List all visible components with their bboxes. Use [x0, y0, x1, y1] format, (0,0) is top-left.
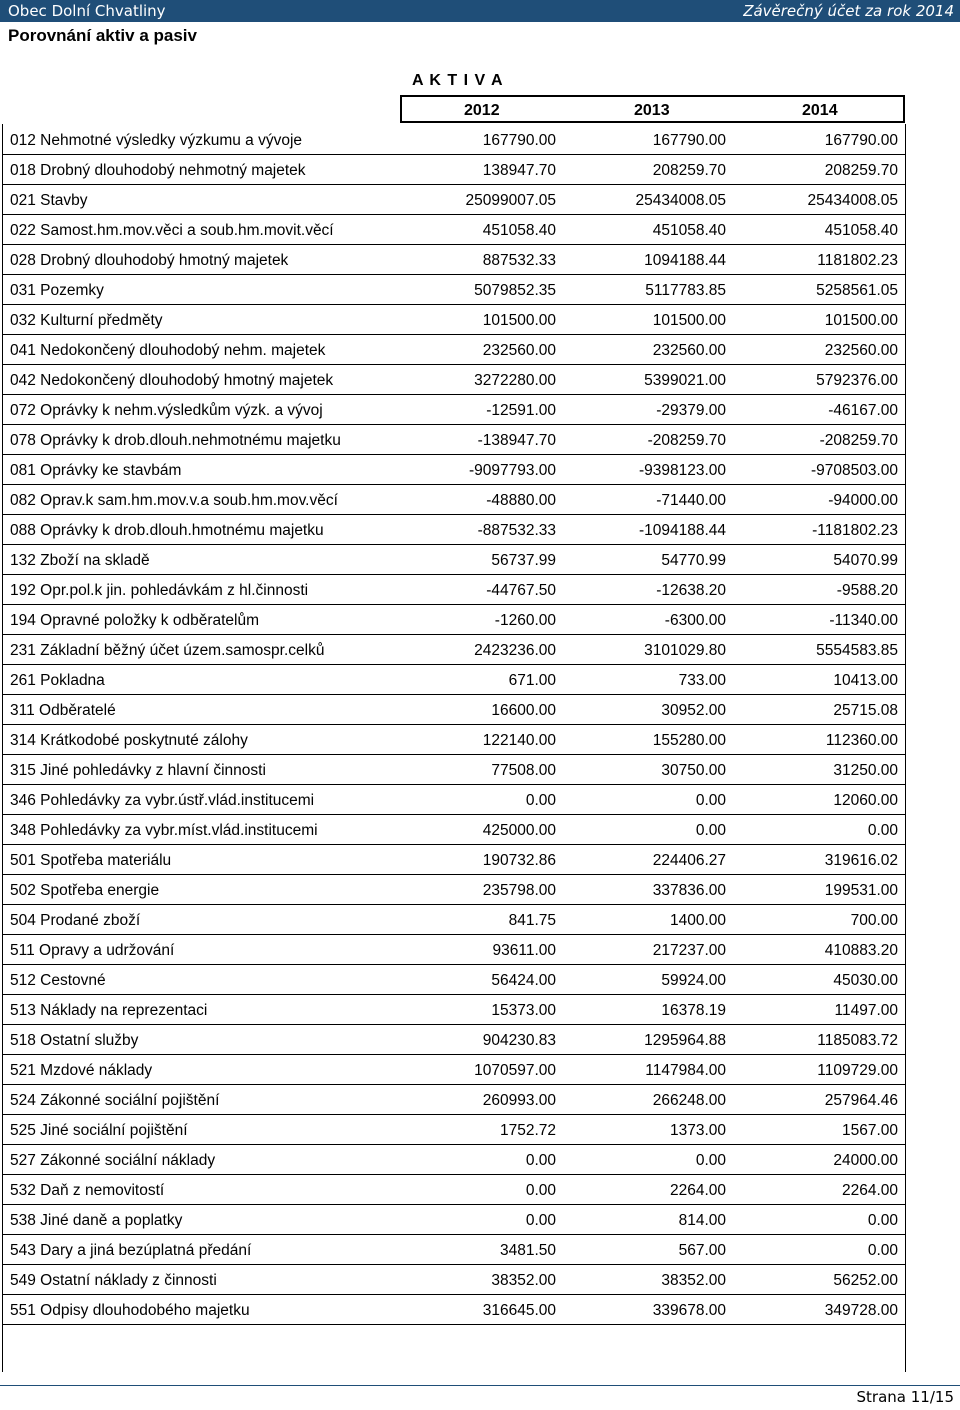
- value-2014: 101500.00: [732, 304, 906, 334]
- table-row: [2, 1024, 906, 1054]
- account-name: 032 Kulturní předměty: [2, 304, 394, 334]
- account-name: 192 Opr.pol.k jin. pohledávkám z hl.činnosti: [2, 574, 394, 604]
- table-row: [2, 784, 906, 814]
- table-row: [2, 604, 906, 634]
- value-2013: 30952.00: [562, 694, 732, 724]
- table-row: [2, 124, 906, 154]
- account-name: 504 Prodané zboží: [2, 904, 394, 934]
- value-2012: 93611.00: [394, 934, 562, 964]
- value-2012: 56737.99: [394, 544, 562, 574]
- value-2012: 122140.00: [394, 724, 562, 754]
- table-row: [2, 574, 906, 604]
- value-2012: 232560.00: [394, 334, 562, 364]
- value-2014: 31250.00: [732, 754, 906, 784]
- table-row: [2, 754, 906, 784]
- account-name: 022 Samost.hm.mov.věci a soub.hm.movit.věcí: [2, 214, 394, 244]
- value-2012: 101500.00: [394, 304, 562, 334]
- table-row: [2, 364, 906, 394]
- value-2012: 56424.00: [394, 964, 562, 994]
- footer-divider: [0, 1385, 960, 1386]
- value-2012: 260993.00: [394, 1084, 562, 1114]
- value-2013: 1400.00: [562, 904, 732, 934]
- value-2014: 5554583.85: [732, 634, 906, 664]
- value-2013: -208259.70: [562, 424, 732, 454]
- value-2012: 3481.50: [394, 1234, 562, 1264]
- table-row: [2, 1234, 906, 1264]
- table-row: [2, 424, 906, 454]
- account-name: 527 Zákonné sociální náklady: [2, 1144, 394, 1174]
- value-2013: -29379.00: [562, 394, 732, 424]
- value-2012: 0.00: [394, 1144, 562, 1174]
- value-2013: -6300.00: [562, 604, 732, 634]
- value-2014: 25434008.05: [732, 184, 906, 214]
- table-row: [2, 274, 906, 304]
- account-name: 501 Spotřeba materiálu: [2, 844, 394, 874]
- value-2012: 316645.00: [394, 1294, 562, 1324]
- value-2013: 451058.40: [562, 214, 732, 244]
- table-row: [2, 334, 906, 364]
- account-name: 346 Pohledávky za vybr.ústř.vlád.institucemi: [2, 784, 394, 814]
- value-2012: -887532.33: [394, 514, 562, 544]
- value-2014: -9708503.00: [732, 454, 906, 484]
- value-2014: 5792376.00: [732, 364, 906, 394]
- assets-table: [2, 124, 906, 1325]
- value-2013: 337836.00: [562, 874, 732, 904]
- account-name: 524 Zákonné sociální pojištění: [2, 1084, 394, 1114]
- value-2012: 0.00: [394, 784, 562, 814]
- value-2012: 167790.00: [394, 124, 562, 154]
- value-2013: 155280.00: [562, 724, 732, 754]
- table-row: [2, 844, 906, 874]
- account-name: 502 Spotřeba energie: [2, 874, 394, 904]
- section-title: Porovnání aktiv a pasiv: [8, 26, 197, 45]
- value-2013: 224406.27: [562, 844, 732, 874]
- year-2014-header: 2014: [802, 102, 838, 119]
- value-2014: -94000.00: [732, 484, 906, 514]
- table-row: [2, 814, 906, 844]
- value-2013: 101500.00: [562, 304, 732, 334]
- assets-table-body: [2, 124, 906, 1324]
- table-row: [2, 964, 906, 994]
- value-2012: 16600.00: [394, 694, 562, 724]
- account-name: 081 Oprávky ke stavbám: [2, 454, 394, 484]
- header-bar: [0, 0, 960, 22]
- table-row: [2, 514, 906, 544]
- value-2012: -48880.00: [394, 484, 562, 514]
- value-2013: 38352.00: [562, 1264, 732, 1294]
- value-2013: 567.00: [562, 1234, 732, 1264]
- table-row: [2, 1294, 906, 1324]
- account-name: 261 Pokladna: [2, 664, 394, 694]
- value-2014: 319616.02: [732, 844, 906, 874]
- value-2013: 1094188.44: [562, 244, 732, 274]
- table-row: [2, 184, 906, 214]
- account-name: 028 Drobný dlouhodobý hmotný majetek: [2, 244, 394, 274]
- account-name: 072 Oprávky k nehm.výsledkům výzk. a vývoj: [2, 394, 394, 424]
- table-row: [2, 154, 906, 184]
- value-2013: 0.00: [562, 814, 732, 844]
- table-row: [2, 214, 906, 244]
- value-2012: 451058.40: [394, 214, 562, 244]
- value-2013: 266248.00: [562, 1084, 732, 1114]
- table-row: [2, 1174, 906, 1204]
- aktiva-label: A K T I V A: [412, 72, 504, 89]
- value-2014: 208259.70: [732, 154, 906, 184]
- value-2012: 5079852.35: [394, 274, 562, 304]
- value-2012: 15373.00: [394, 994, 562, 1024]
- value-2014: -208259.70: [732, 424, 906, 454]
- year-2013-header: 2013: [634, 102, 670, 119]
- table-row: [2, 544, 906, 574]
- value-2014: 199531.00: [732, 874, 906, 904]
- account-name: 518 Ostatní služby: [2, 1024, 394, 1054]
- value-2014: 10413.00: [732, 664, 906, 694]
- year-2012-header: 2012: [464, 102, 500, 119]
- value-2013: 167790.00: [562, 124, 732, 154]
- value-2012: 887532.33: [394, 244, 562, 274]
- account-name: 314 Krátkodobé poskytnuté zálohy: [2, 724, 394, 754]
- value-2012: 235798.00: [394, 874, 562, 904]
- table-row: [2, 724, 906, 754]
- account-name: 511 Opravy a udržování: [2, 934, 394, 964]
- value-2013: 30750.00: [562, 754, 732, 784]
- value-2014: 257964.46: [732, 1084, 906, 1114]
- value-2012: 138947.70: [394, 154, 562, 184]
- value-2013: 2264.00: [562, 1174, 732, 1204]
- value-2014: 1185083.72: [732, 1024, 906, 1054]
- value-2013: 16378.19: [562, 994, 732, 1024]
- table-row: [2, 244, 906, 274]
- account-name: 082 Oprav.k sam.hm.mov.v.a soub.hm.mov.věcí: [2, 484, 394, 514]
- page-number: Strana 11/15: [856, 1388, 954, 1406]
- table-row: [2, 454, 906, 484]
- value-2014: 24000.00: [732, 1144, 906, 1174]
- table-row: [2, 304, 906, 334]
- value-2014: 700.00: [732, 904, 906, 934]
- value-2012: -44767.50: [394, 574, 562, 604]
- table-row: [2, 1264, 906, 1294]
- account-name: 042 Nedokončený dlouhodobý hmotný majetek: [2, 364, 394, 394]
- value-2012: -12591.00: [394, 394, 562, 424]
- value-2014: 2264.00: [732, 1174, 906, 1204]
- account-name: 231 Základní běžný účet územ.samospr.celků: [2, 634, 394, 664]
- value-2014: 0.00: [732, 1204, 906, 1234]
- table-row: [2, 994, 906, 1024]
- value-2013: -12638.20: [562, 574, 732, 604]
- value-2014: 112360.00: [732, 724, 906, 754]
- value-2013: 25434008.05: [562, 184, 732, 214]
- value-2014: 54070.99: [732, 544, 906, 574]
- value-2012: -1260.00: [394, 604, 562, 634]
- value-2014: -11340.00: [732, 604, 906, 634]
- value-2014: -46167.00: [732, 394, 906, 424]
- table-row: [2, 874, 906, 904]
- document-title: Závěrečný účet za rok 2014: [743, 2, 954, 20]
- value-2013: 232560.00: [562, 334, 732, 364]
- value-2013: 5399021.00: [562, 364, 732, 394]
- value-2013: 1147984.00: [562, 1054, 732, 1084]
- value-2013: 0.00: [562, 784, 732, 814]
- table-row: [2, 394, 906, 424]
- table-row: [2, 484, 906, 514]
- value-2012: 25099007.05: [394, 184, 562, 214]
- value-2013: 3101029.80: [562, 634, 732, 664]
- value-2013: -71440.00: [562, 484, 732, 514]
- account-name: 088 Oprávky k drob.dlouh.hmotnému majetku: [2, 514, 394, 544]
- account-name: 538 Jiné daně a poplatky: [2, 1204, 394, 1234]
- value-2013: 733.00: [562, 664, 732, 694]
- value-2013: 1295964.88: [562, 1024, 732, 1054]
- account-name: 549 Ostatní náklady z činnosti: [2, 1264, 394, 1294]
- value-2012: 841.75: [394, 904, 562, 934]
- value-2012: 1070597.00: [394, 1054, 562, 1084]
- account-name: 078 Oprávky k drob.dlouh.nehmotnému majetku: [2, 424, 394, 454]
- value-2013: 1373.00: [562, 1114, 732, 1144]
- account-name: 041 Nedokončený dlouhodobý nehm. majetek: [2, 334, 394, 364]
- value-2014: -1181802.23: [732, 514, 906, 544]
- value-2013: 217237.00: [562, 934, 732, 964]
- account-name: 525 Jiné sociální pojištění: [2, 1114, 394, 1144]
- value-2014: 349728.00: [732, 1294, 906, 1324]
- value-2013: -9398123.00: [562, 454, 732, 484]
- value-2013: 0.00: [562, 1144, 732, 1174]
- account-name: 012 Nehmotné výsledky výzkumu a vývoje: [2, 124, 394, 154]
- value-2012: 671.00: [394, 664, 562, 694]
- account-name: 521 Mzdové náklady: [2, 1054, 394, 1084]
- account-name: 031 Pozemky: [2, 274, 394, 304]
- value-2012: 3272280.00: [394, 364, 562, 394]
- account-name: 021 Stavby: [2, 184, 394, 214]
- value-2012: -9097793.00: [394, 454, 562, 484]
- value-2012: 38352.00: [394, 1264, 562, 1294]
- value-2014: 0.00: [732, 814, 906, 844]
- account-name: 512 Cestovné: [2, 964, 394, 994]
- account-name: 532 Daň z nemovitostí: [2, 1174, 394, 1204]
- value-2012: 425000.00: [394, 814, 562, 844]
- table-row: [2, 1204, 906, 1234]
- table-row: [2, 634, 906, 664]
- value-2014: 232560.00: [732, 334, 906, 364]
- table-row: [2, 934, 906, 964]
- value-2013: 208259.70: [562, 154, 732, 184]
- account-name: 018 Drobný dlouhodobý nehmotný majetek: [2, 154, 394, 184]
- value-2014: 25715.08: [732, 694, 906, 724]
- value-2014: 451058.40: [732, 214, 906, 244]
- value-2014: 5258561.05: [732, 274, 906, 304]
- value-2014: 1109729.00: [732, 1054, 906, 1084]
- value-2014: 0.00: [732, 1234, 906, 1264]
- account-name: 132 Zboží na skladě: [2, 544, 394, 574]
- value-2014: 167790.00: [732, 124, 906, 154]
- value-2014: 56252.00: [732, 1264, 906, 1294]
- table-row: [2, 664, 906, 694]
- value-2013: 54770.99: [562, 544, 732, 574]
- value-2012: 0.00: [394, 1174, 562, 1204]
- year-header: [400, 95, 905, 123]
- value-2014: 11497.00: [732, 994, 906, 1024]
- value-2013: 339678.00: [562, 1294, 732, 1324]
- value-2013: 5117783.85: [562, 274, 732, 304]
- value-2014: 12060.00: [732, 784, 906, 814]
- account-name: 551 Odpisy dlouhodobého majetku: [2, 1294, 394, 1324]
- value-2014: -9588.20: [732, 574, 906, 604]
- table-row: [2, 1114, 906, 1144]
- value-2013: -1094188.44: [562, 514, 732, 544]
- account-name: 348 Pohledávky za vybr.míst.vlád.institucemi: [2, 814, 394, 844]
- table-row: [2, 904, 906, 934]
- value-2012: 190732.86: [394, 844, 562, 874]
- value-2012: 77508.00: [394, 754, 562, 784]
- table-row: [2, 1084, 906, 1114]
- value-2014: 1181802.23: [732, 244, 906, 274]
- value-2012: 0.00: [394, 1204, 562, 1234]
- value-2012: -138947.70: [394, 424, 562, 454]
- value-2012: 2423236.00: [394, 634, 562, 664]
- value-2014: 45030.00: [732, 964, 906, 994]
- value-2012: 1752.72: [394, 1114, 562, 1144]
- value-2013: 59924.00: [562, 964, 732, 994]
- account-name: 194 Opravné položky k odběratelům: [2, 604, 394, 634]
- account-name: 513 Náklady na reprezentaci: [2, 994, 394, 1024]
- value-2013: 814.00: [562, 1204, 732, 1234]
- table-row: [2, 694, 906, 724]
- value-2014: 410883.20: [732, 934, 906, 964]
- account-name: 315 Jiné pohledávky z hlavní činnosti: [2, 754, 394, 784]
- account-name: 543 Dary a jiná bezúplatná předání: [2, 1234, 394, 1264]
- account-name: 311 Odběratelé: [2, 694, 394, 724]
- value-2014: 1567.00: [732, 1114, 906, 1144]
- table-row: [2, 1144, 906, 1174]
- municipality-name: Obec Dolní Chvatliny: [8, 2, 166, 20]
- table-row: [2, 1054, 906, 1084]
- value-2012: 904230.83: [394, 1024, 562, 1054]
